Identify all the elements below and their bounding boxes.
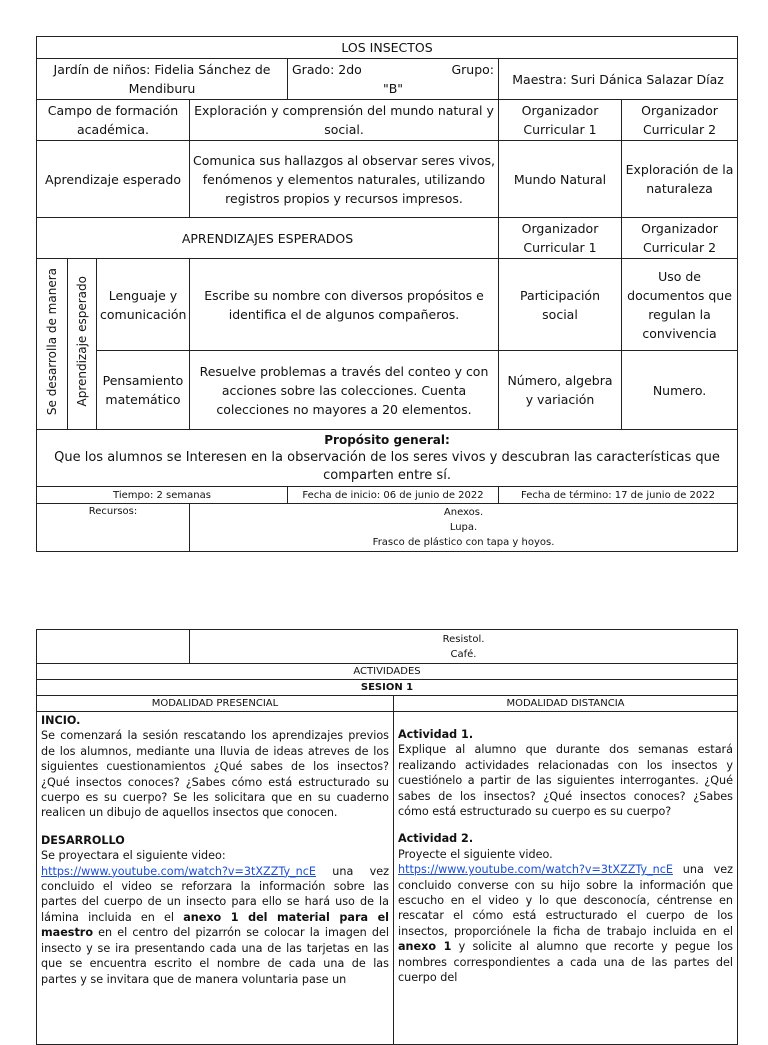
aprendizaje-organizer-1: Mundo Natural xyxy=(499,141,622,218)
presencial-content xyxy=(37,712,394,1045)
desarrollo-title: DESARROLLO xyxy=(41,833,125,847)
inicio-text: Se comenzará la sesión rescatando los aprendizajes previos de los alumnos, mediante una lluvia de ideas atreves de los siguientes cuestionamientos ¿Qué sabes de los insectos? ¿Qué insectos conoces? ¿Sabes cómo está estructurado su cuerpo es su cuerpo? Se les solicitara que en su cuaderno realicen un dibujo de aquellos insectos que conocen. xyxy=(41,729,389,820)
proposito-text: Que los alumnos se Interesen en la observación de los seres vivos y descubran las características que comparten entre sí. xyxy=(54,450,720,483)
lenguaje-organizer-1: Participación social xyxy=(499,259,622,351)
fecha-termino: Fecha de término: 17 de junio de 2022 xyxy=(499,487,738,504)
document-title: LOS INSECTOS xyxy=(37,37,738,59)
side-label-development: Se desarrolla de manera xyxy=(37,259,68,430)
teacher-name: Maestra: Suri Dánica Salazar Díaz xyxy=(499,59,738,100)
aprendizaje-label: Aprendizaje esperado xyxy=(37,141,190,218)
distancia-content xyxy=(394,712,738,1045)
recurso-item: Frasco de plástico con tapa y hoyos. xyxy=(372,537,555,548)
planning-table xyxy=(36,36,738,552)
video-link-distancia[interactable]: https://www.youtube.com/watch?v=3tXZZTy_ncE xyxy=(398,863,673,877)
pensamiento-organizer-1: Número, algebra y variación xyxy=(499,351,622,430)
actividad-2-text-b: y solicite al alumno que recorte y pegue los nombres correspondientes a cada una de las partes del cuerpo del xyxy=(398,940,734,985)
group-value: "B" xyxy=(382,81,404,96)
modalidad-presencial-header: MODALIDAD PRESENCIAL xyxy=(37,696,394,712)
group-label: Grupo: xyxy=(451,62,494,77)
lenguaje-organizer-2: Uso de documentos que regulan la convivencia xyxy=(622,259,738,351)
actividades-header: ACTIVIDADES xyxy=(37,664,738,680)
proposito-label: Propósito general: xyxy=(324,433,450,447)
desarrollo-text xyxy=(41,864,389,987)
side-label-learning: Aprendizaje esperado xyxy=(68,259,97,430)
actividad-1-title: Actividad 1. xyxy=(398,728,474,741)
actividad-2-intro: Proyecte el siguiente video. xyxy=(398,847,553,861)
lenguaje-description: Escribe su nombre con diversos propósitos e identifica el de algunos compañeros. xyxy=(190,259,499,351)
actividad-2-text-a: una vez concluido converse con su hijo sobre la información que escucho en el video y lo que desconocía, céntrense en rescatar el cómo está estructurado el cuerpo de los insectos, proporciónele la ficha de trabajo incluida en el xyxy=(398,863,734,938)
organizer-1-header: Organizador Curricular 1 xyxy=(499,100,622,141)
organizer-2-header: Organizador Curricular 2 xyxy=(622,100,738,141)
organizer-1-header-2: Organizador Curricular 1 xyxy=(499,218,622,259)
inicio-title: INCIO. xyxy=(41,714,81,727)
activities-table xyxy=(36,629,738,1045)
pensamiento-area: Pensamiento matemático xyxy=(97,351,190,430)
recursos-label: Recursos: xyxy=(37,504,190,552)
recursos-label-cont xyxy=(37,630,190,664)
desarrollo-text-b: en el centro del pizarrón se colocar la imagen del insecto y se ira presentando cada una de las tarjetas en las que se encuentra escrito el nombre de cada una de las partes y se invitara que de manera voluntaria pase un xyxy=(41,926,389,986)
sesion-header: SESION 1 xyxy=(37,680,738,696)
actividad-2-text xyxy=(398,862,733,985)
recursos-list xyxy=(190,504,738,552)
fecha-inicio: Fecha de inicio: 06 de junio de 2022 xyxy=(288,487,499,504)
aprendizajes-header: APRENDIZAJES ESPERADOS xyxy=(37,218,499,259)
tiempo: Tiempo: 2 semanas xyxy=(37,487,288,504)
video-link[interactable]: https://www.youtube.com/watch?v=3tXZZTy_ncE xyxy=(41,864,316,878)
proposito-general xyxy=(37,430,738,487)
actividad-2-text-bold: anexo 1 xyxy=(398,940,452,954)
desarrollo-text-a: una vez concluido el video se reforzara la información sobre las partes del cuerpo de un insecto para ello se hará uso de la lámina incluida en el xyxy=(41,864,389,924)
grade: Grado: 2do xyxy=(292,62,362,77)
recurso-item: Café. xyxy=(450,648,477,660)
recurso-item: Lupa. xyxy=(449,522,478,533)
pensamiento-organizer-2: Numero. xyxy=(622,351,738,430)
organizer-2-header-2: Organizador Curricular 2 xyxy=(622,218,738,259)
recurso-item: Anexos. xyxy=(443,507,484,518)
pensamiento-description: Resuelve problemas a través del conteo y con acciones sobre las colecciones. Cuenta colecciones no mayores a 20 elementos. xyxy=(190,351,499,430)
aprendizaje-organizer-2: Exploración de la naturaleza xyxy=(622,141,738,218)
modalidad-distancia-header: MODALIDAD DISTANCIA xyxy=(394,696,738,712)
actividad-1-text: Explique al alumno que durante dos semanas estará realizando actividades relacionadas con los insectos y cuestiónelo a partir de las siguientes interrogantes. ¿Qué sabes de los insectos? ¿Qué insectos conoces? ¿Sabes cómo está estructurado su cuerpo es su cuerpo? xyxy=(398,743,734,819)
campo-label: Campo de formación académica. xyxy=(37,100,190,141)
lenguaje-area: Lenguaje y comunicación xyxy=(97,259,190,351)
actividad-2-title: Actividad 2. xyxy=(398,832,474,846)
grade-group xyxy=(288,59,499,100)
school-name: Jardín de niños: Fidelia Sánchez de Mendiburu xyxy=(37,59,288,100)
desarrollo-intro: Se proyectara el siguiente video: xyxy=(41,849,226,863)
recursos-list-cont xyxy=(190,630,738,664)
aprendizaje-value: Comunica sus hallazgos al observar seres vivos, fenómenos y elementos naturales, utilizando registros propios y recursos impresos. xyxy=(190,141,499,218)
campo-value: Exploración y comprensión del mundo natural y social. xyxy=(190,100,499,141)
recurso-item: Resistol. xyxy=(442,633,485,645)
desarrollo-text-bold: anexo 1 del material para el maestro xyxy=(41,910,389,940)
